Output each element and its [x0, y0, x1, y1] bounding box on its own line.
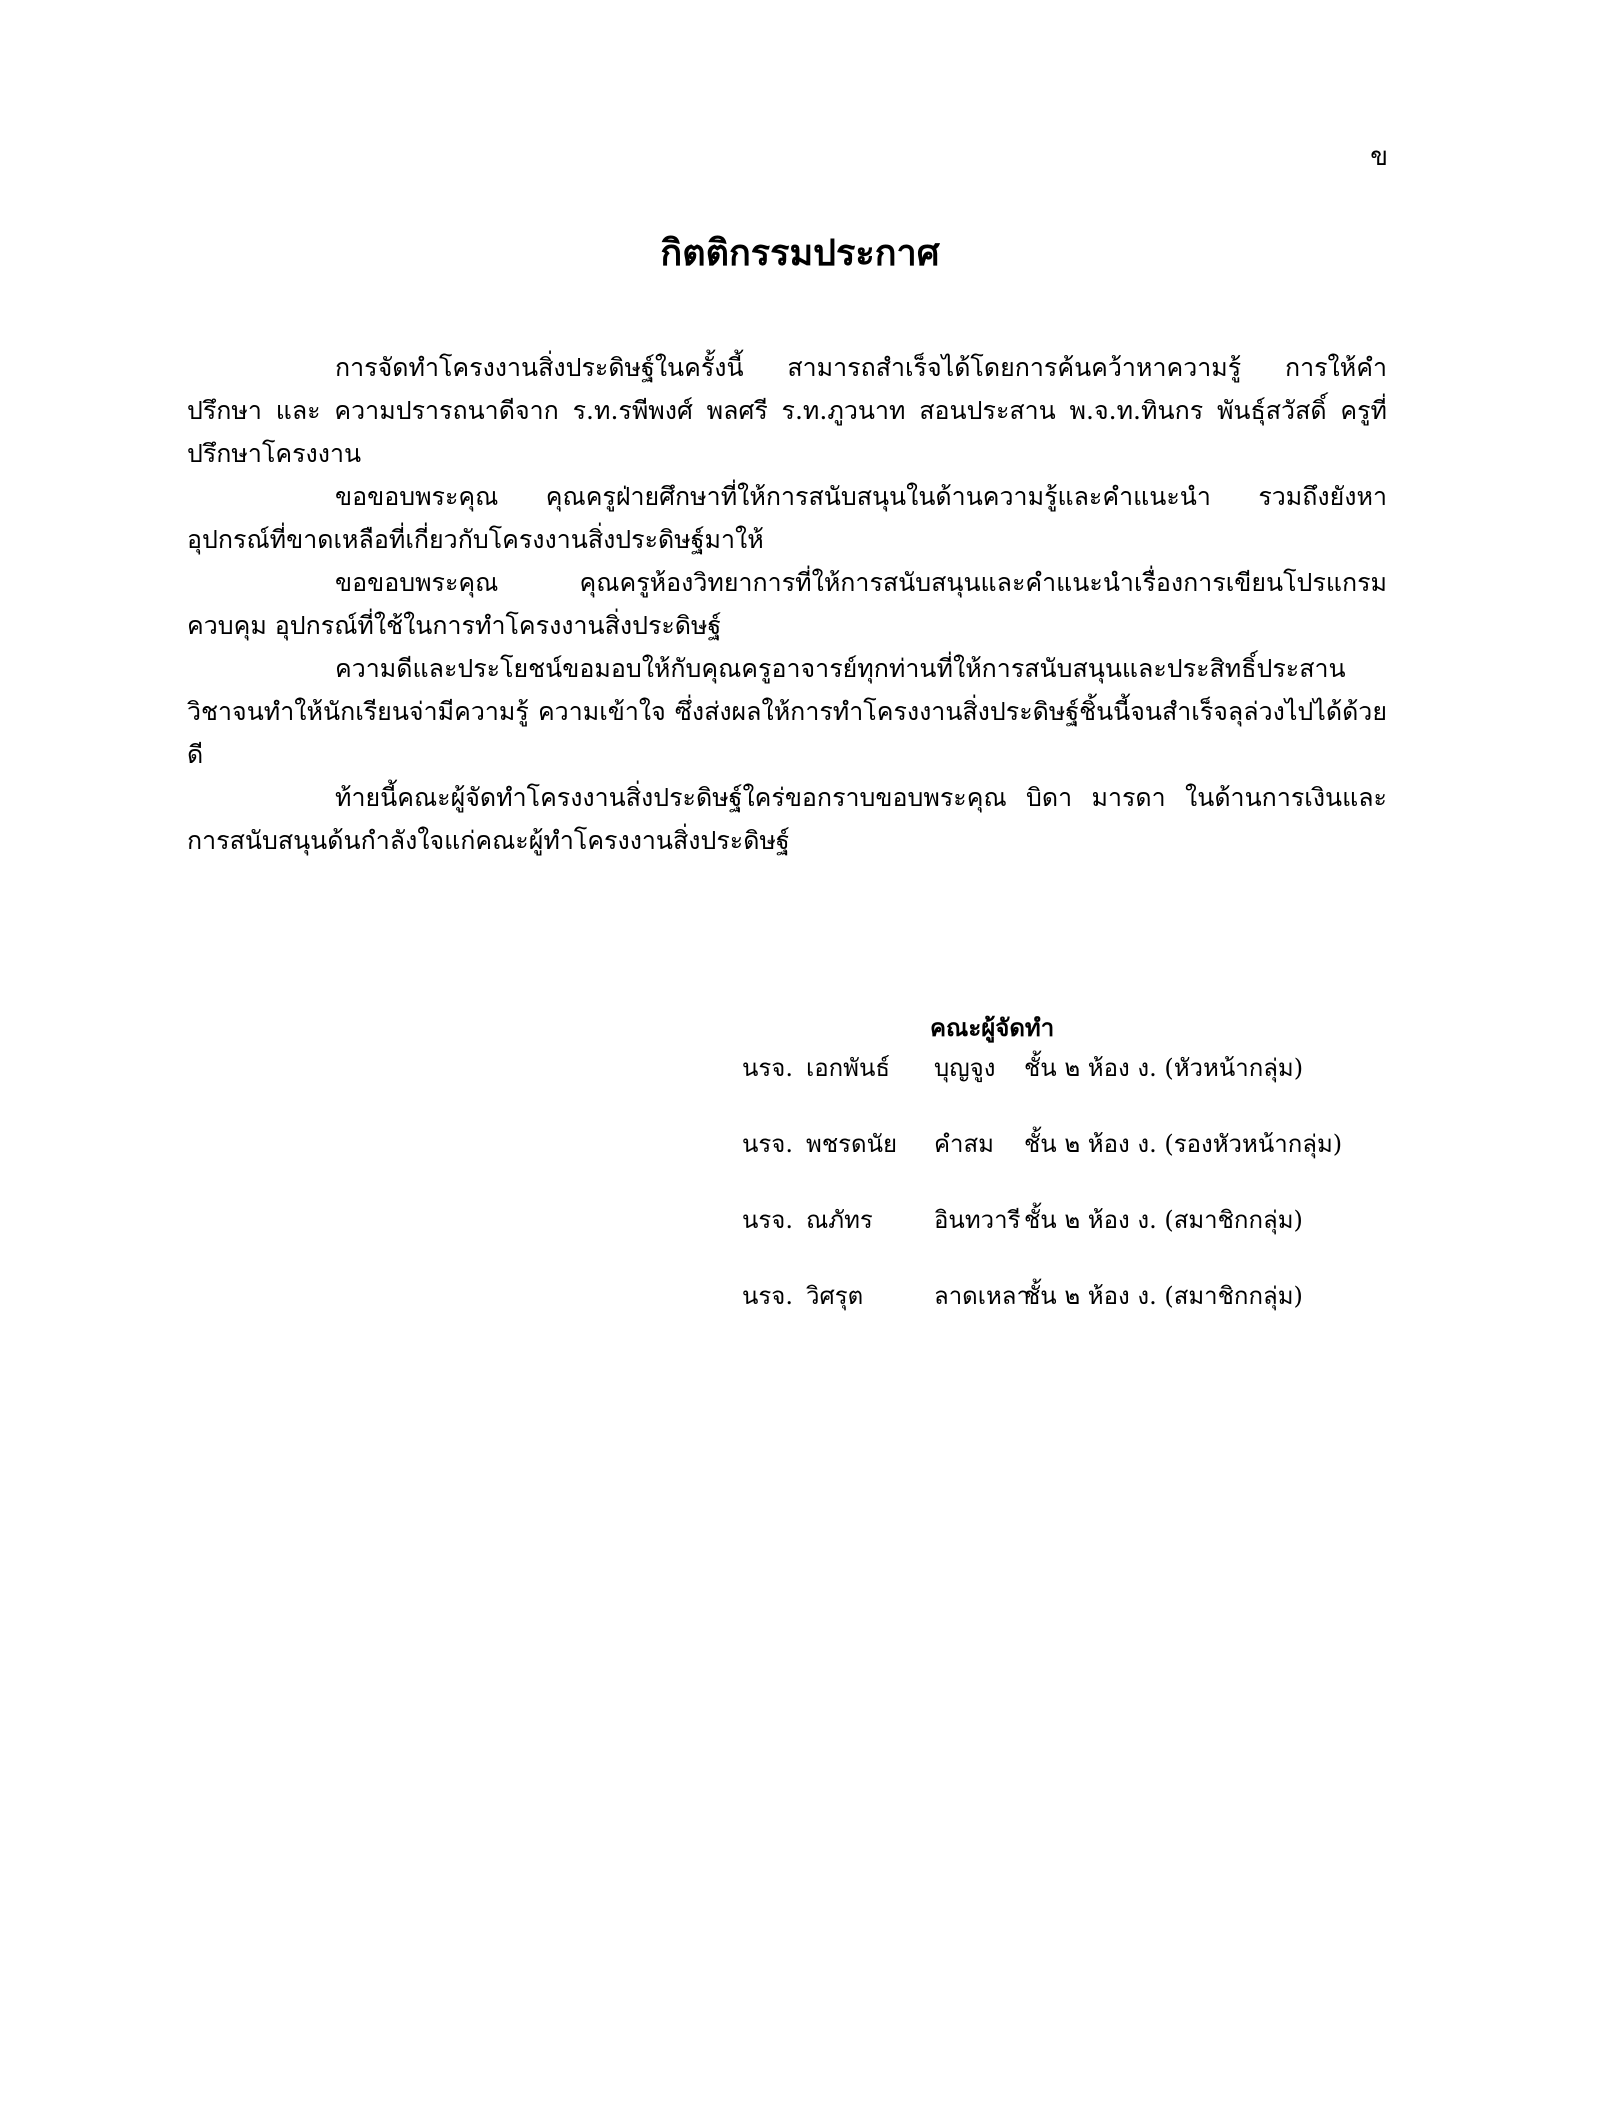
page-title: กิตติกรรมประกาศ: [660, 232, 940, 274]
signature-block: [742, 1008, 1402, 1352]
paragraph: ความดีและประโยชน์ขอมอบให้กับคุณครูอาจารย์ทุกท่านที่ให้การสนับสนุนและประสิทธิ์ประสานวิชาจนทำให้นักเรียนจ่ามีความรู้ ความเข้าใจ ซึ่งส่งผลให้การทำโครงงานสิ่งประดิษฐ์ชิ้นนี้จนสำเร็จลุล่วงไปได้ด้วยดี: [187, 654, 1387, 769]
member-prefix: นรจ.: [742, 1130, 793, 1158]
member-role: ชั้น ๒ ห้อง ง. (หัวหน้ากลุ่ม): [1024, 1054, 1304, 1082]
page-number: ข: [1370, 142, 1388, 172]
member-last-name: อินทวารี: [934, 1206, 1021, 1234]
member-row: [742, 1124, 1402, 1164]
member-first-name: เอกพันธ์: [806, 1054, 891, 1082]
member-last-name: ลาดเหลา: [934, 1282, 1030, 1310]
member-prefix: นรจ.: [742, 1282, 793, 1310]
member-row: [742, 1048, 1402, 1088]
member-prefix: นรจ.: [742, 1054, 793, 1082]
member-prefix: นรจ.: [742, 1206, 793, 1234]
member-role: ชั้น ๒ ห้อง ง. (สมาชิกกลุ่ม): [1024, 1282, 1303, 1310]
member-first-name: ณภัทร: [806, 1206, 873, 1234]
member-last-name: บุญจูง: [934, 1054, 996, 1082]
member-role: ชั้น ๒ ห้อง ง. (รองหัวหน้ากลุ่ม): [1024, 1130, 1343, 1158]
member-last-name: คำสม: [934, 1130, 994, 1158]
member-first-name: พชรดนัย: [806, 1130, 898, 1158]
member-row: [742, 1276, 1402, 1316]
member-first-name: วิศรุต: [806, 1282, 864, 1310]
paragraph: ขอขอบพระคุณ คุณครูห้องวิทยาการที่ให้การสนับสนุนและคำแนะนำเรื่องการเขียนโปรแกรมควบคุม อุปกรณ์ที่ใช้ในการทำโครงงานสิ่งประดิษฐ์: [187, 568, 1387, 640]
paragraph: ขอขอบพระคุณ คุณครูฝ่ายศึกษาที่ให้การสนับสนุนในด้านความรู้และคำแนะนำ รวมถึงยังหาอุปกรณ์ที่ขาดเหลือที่เกี่ยวกับโครงงานสิ่งประดิษฐ์มาให้: [187, 482, 1387, 554]
acknowledgement-body: [187, 346, 1387, 862]
member-role: ชั้น ๒ ห้อง ง. (สมาชิกกลุ่ม): [1024, 1206, 1303, 1234]
member-row: [742, 1200, 1402, 1240]
signature-heading: คณะผู้จัดทำ: [930, 1013, 1055, 1042]
paragraph: ท้ายนี้คณะผู้จัดทำโครงงานสิ่งประดิษฐ์ใคร่ขอกราบขอบพระคุณ บิดา มารดา ในด้านการเงินและการสนับสนุนด้นกำลังใจแก่คณะผู้ทำโครงงานสิ่งประดิษฐ์: [187, 783, 1387, 855]
paragraph: การจัดทำโครงงานสิ่งประดิษฐ์ในครั้งนี้ สามารถสำเร็จได้โดยการค้นคว้าหาความรู้ การให้คำปรึกษา และ ความปรารถนาดีจาก ร.ท.รพีพงศ์ พลศรี ร.ท.ภูวนาท สอนประสาน พ.จ.ท.ทินกร พันธุ์สวัสดิ์ ครูที่ปรึกษาโครงงาน: [187, 353, 1387, 468]
